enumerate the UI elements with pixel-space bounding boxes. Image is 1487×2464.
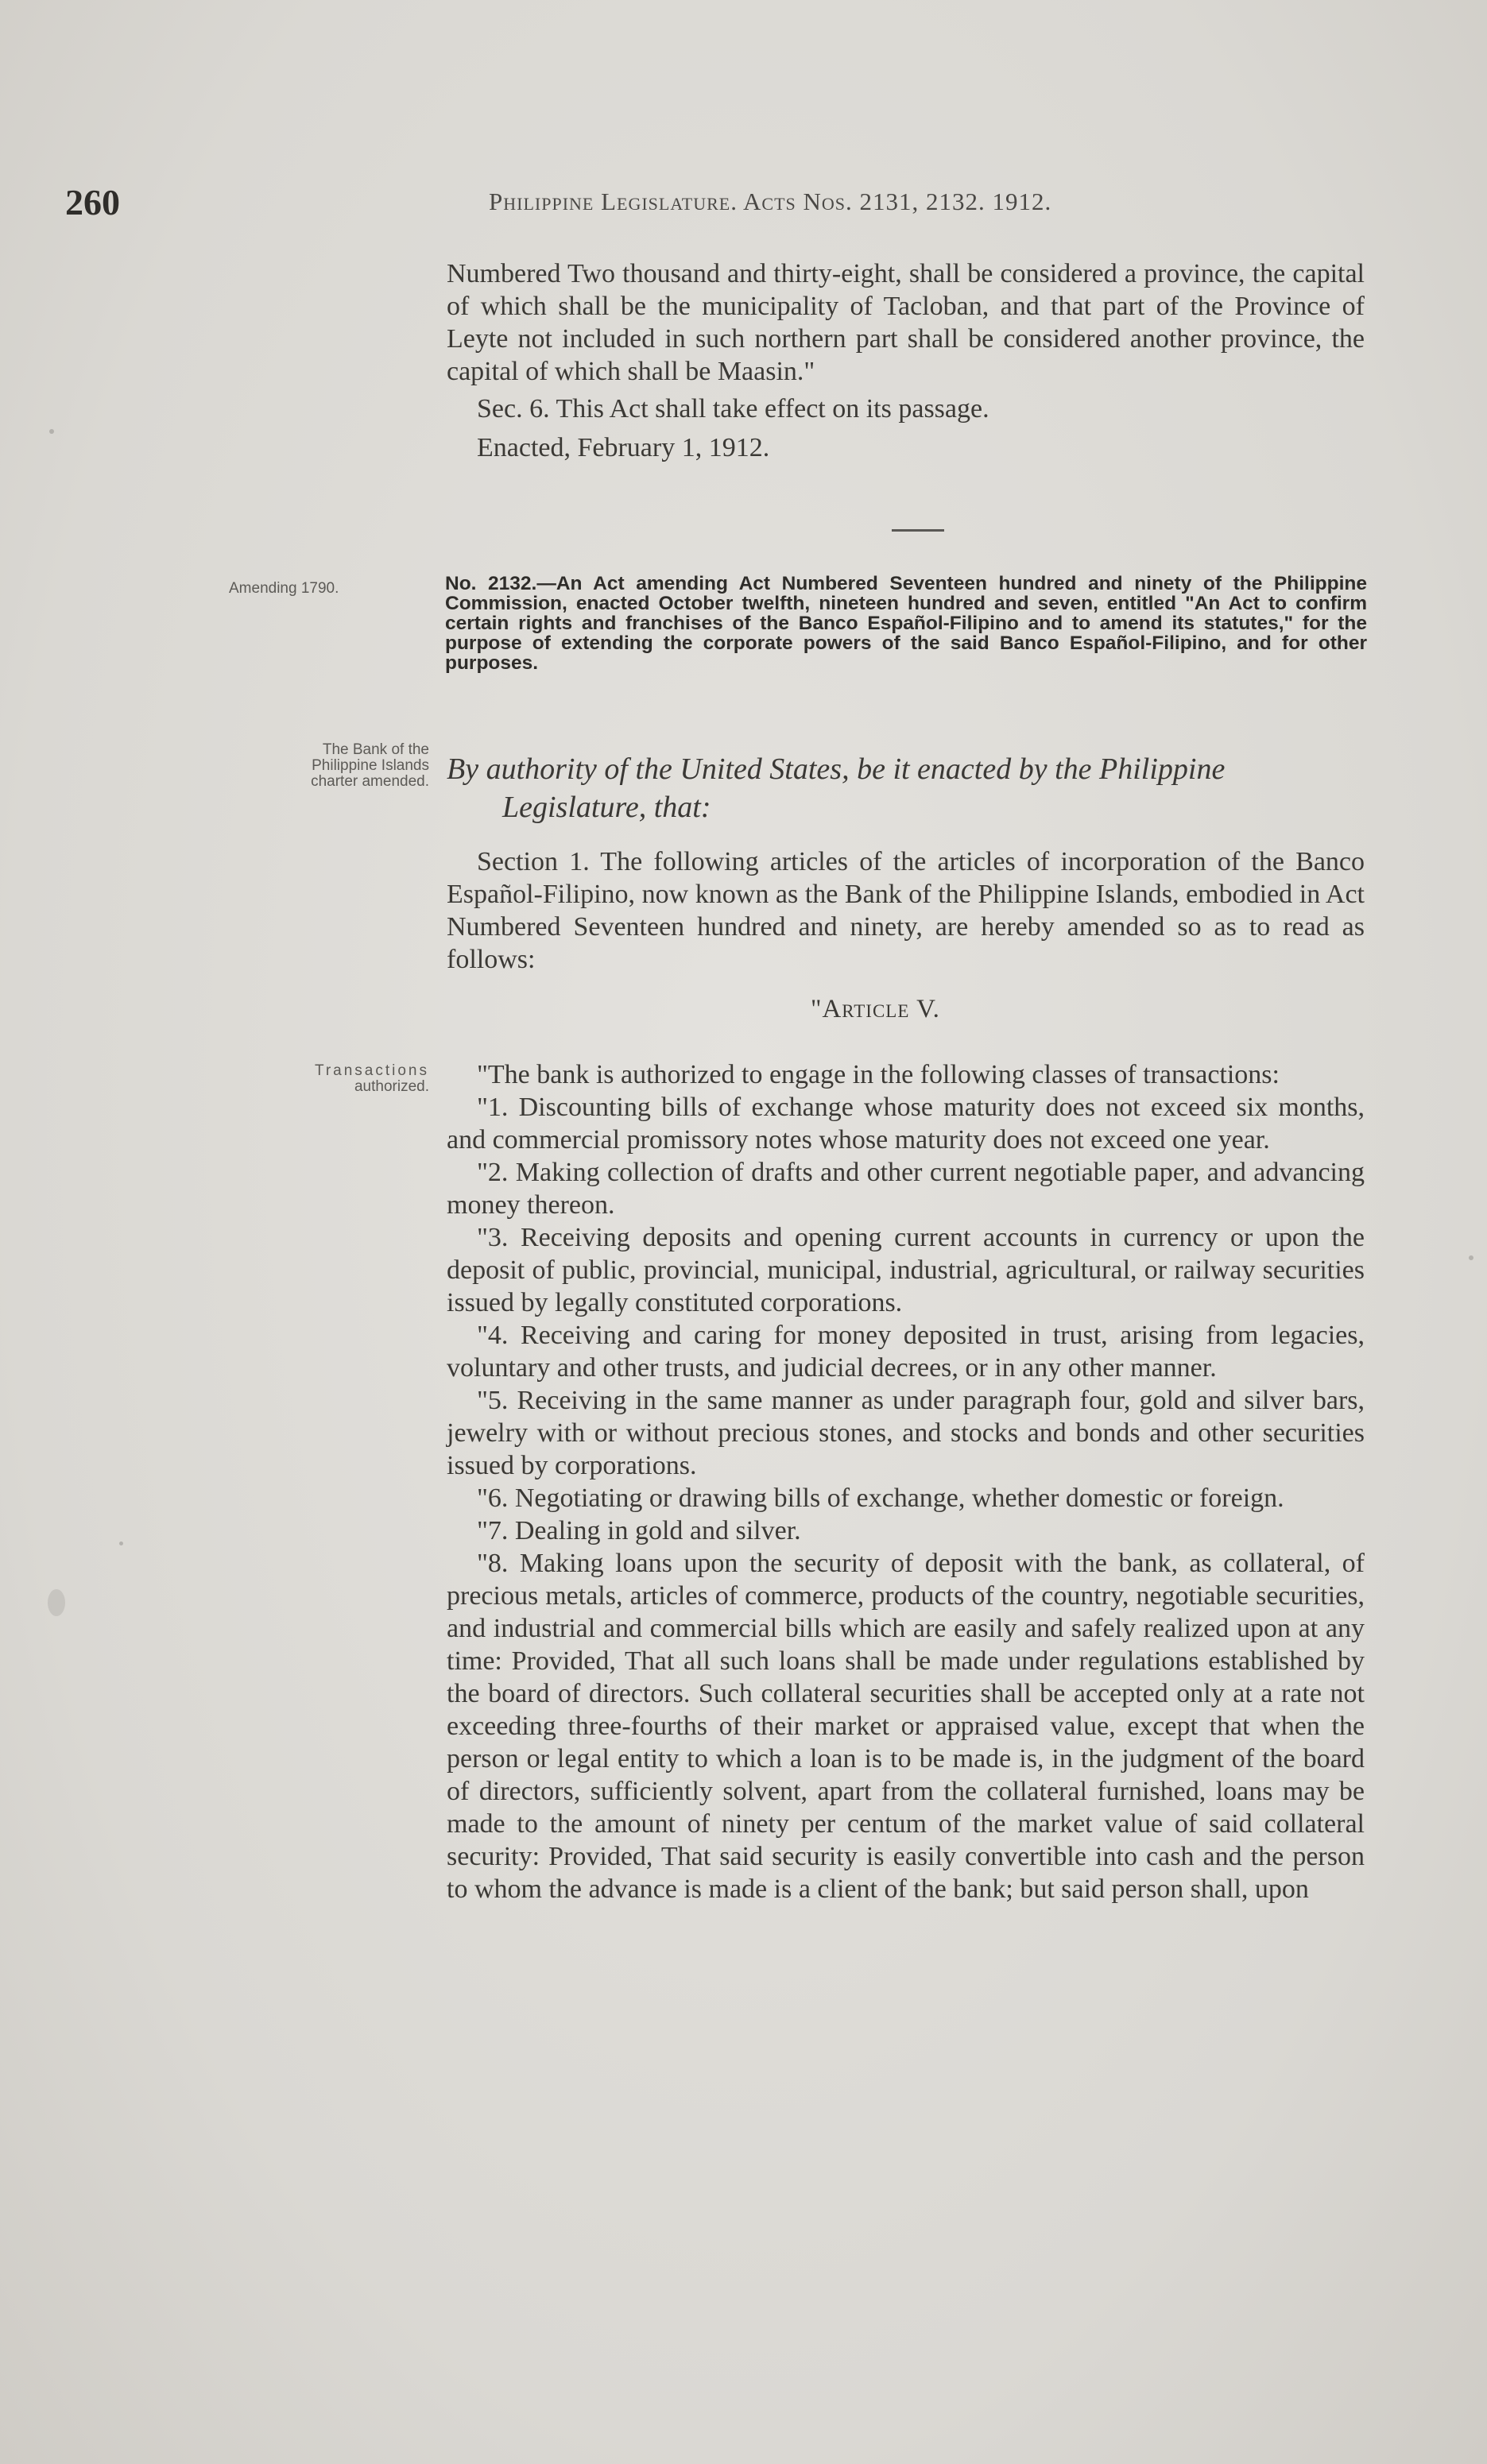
paper-stain [48, 1589, 65, 1616]
section-1-block [447, 845, 1365, 976]
section-divider [892, 529, 944, 532]
section-6: Sec. 6. This Act shall take effect on its passage. [477, 394, 989, 424]
article-paragraph: "8. Making loans upon the security of deposit with the bank, as collateral, of precious metals, articles of commerce, products of the country, negotiable securities, and industrial and commercial bills which are easily and safely realized upon at any time: Provided, That all such loans shall be made under regulations established by the board of directors. Such collateral securities shall be accepted only at a rate not exceeding three-fourths of their market or appraised value, except that when the person or legal entity to which a loan is to be made is, in the judgment of the board of directors, sufficiently solvent, apart from the collateral furnished, loans may be made to the amount of ninety per centum of the market value of said collateral security: Provided, That said security is easily convertible into cash and the person to whom the advance is made is a client of the bank; but said person shall, upon [447, 1549, 1365, 1904]
enacting-clause-line: By authority of the United States, be it enacted by the Philippine [447, 752, 1226, 786]
article-paragraph: "The bank is authorized to engage in the following classes of transactions: [477, 1060, 1280, 1089]
margin-note-line: Philippine Islands [312, 757, 429, 774]
margin-note-transactions [224, 1063, 429, 1095]
article-heading: "Article V. [811, 995, 940, 1023]
act-title [445, 574, 1367, 673]
top-paragraph: Numbered Two thousand and thirty-eight, shall be considered a province, the capital of which shall be the municipality of Tacloban, and that part of the Province of Leyte not included in such northern part shall be considered another province, the capital of which shall be Maasin." [447, 259, 1365, 386]
enacting-clause-line: Legislature, that: [502, 791, 711, 824]
article-paragraph: "3. Receiving deposits and opening current accounts in currency or upon the deposit of public, provincial, municipal, industrial, agricultural, or railway securities issued by legally constituted corporations. [447, 1223, 1365, 1317]
paper-speck [49, 429, 54, 434]
enacted-date: Enacted, February 1, 1912. [477, 433, 770, 462]
paper-speck [1469, 1255, 1473, 1260]
margin-note-line: charter amended. [311, 773, 429, 790]
enacting-clause [447, 750, 1369, 826]
article-paragraph: "5. Receiving in the same manner as under paragraph four, gold and silver bars, jewelry with or without precious stones, and stocks and bonds and other securities issued by corporations. [447, 1386, 1365, 1480]
running-head: Philippine Legislature. Acts Nos. 2131, 2132. 1912. [489, 188, 1052, 215]
margin-note-line: authorized. [354, 1078, 429, 1095]
continuation-block [447, 257, 1365, 464]
section-1: Section 1. The following articles of the articles of incorporation of the Banco Español-Filipino, now known as the Bank of the Philippine Islands, embodied in Act Numbered Seventeen hundred and ninety, are hereby amended so as to read as follows: [447, 847, 1365, 974]
article-paragraph: "2. Making collection of drafts and other current negotiable paper, and advancing money thereon. [447, 1158, 1365, 1220]
article-body [447, 1058, 1365, 1905]
act-title-text: —An Act amending Act Numbered Seventeen hundred and ninety of the Philippine Commission, enacted October twelfth, nineteen hundred and seven, entitled "An Act to confirm certain rights and franchises of the Banco Español-Filipino and to amend its statutes," for the purpose of extending the corporate powers of the said Banco Español-Filipino, and for other purposes. [445, 573, 1367, 674]
paper-speck [119, 1541, 123, 1545]
article-paragraph: "7. Dealing in gold and silver. [477, 1516, 801, 1545]
act-number: No. 2132. [445, 573, 537, 594]
margin-note-bank-charter [224, 742, 429, 790]
article-paragraph: "1. Discounting bills of exchange whose maturity does not exceed six months, and commercial promissory notes whose maturity does not exceed one year. [447, 1093, 1365, 1155]
page-number: 260 [65, 182, 120, 222]
margin-note-line: Transactions [314, 1062, 429, 1079]
margin-note-line: The Bank of the [322, 741, 429, 758]
article-paragraph: "6. Negotiating or drawing bills of exchange, whether domestic or foreign. [477, 1483, 1284, 1513]
article-paragraph: "4. Receiving and caring for money deposited in trust, arising from legacies, voluntary and other trusts, and judicial decrees, or in any other manner. [447, 1321, 1365, 1383]
margin-note-amending: Amending 1790. [229, 580, 339, 597]
